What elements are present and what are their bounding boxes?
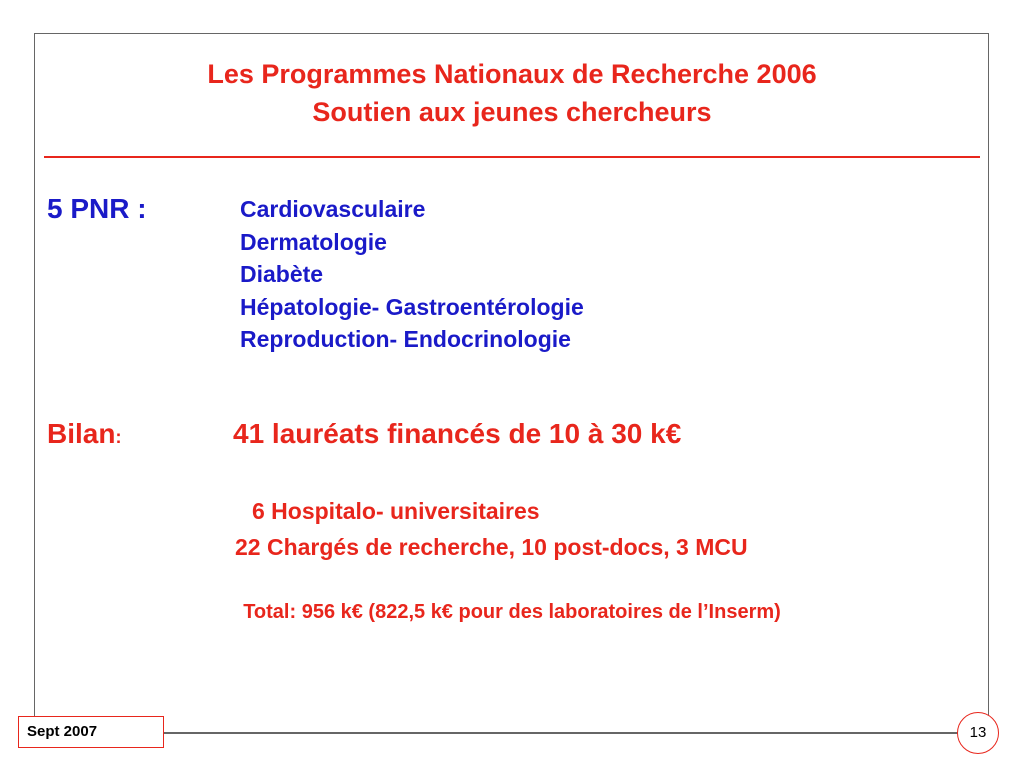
page-number: 13 — [957, 712, 999, 754]
slide-title-line2: Soutien aux jeunes chercheurs — [312, 97, 712, 127]
detail-line-2: 22 Chargés de recherche, 10 post-docs, 3 MCU — [235, 534, 748, 560]
slide-title-line1: Les Programmes Nationaux de Recherche 2006 — [207, 59, 817, 89]
bilan-value: 41 lauréats financés de 10 à 30 k€ — [233, 418, 682, 449]
list-item: Diabète — [240, 261, 324, 287]
footer-date: Sept 2007 — [18, 716, 164, 748]
title-divider — [44, 156, 980, 158]
list-item: Hépatologie- Gastroentérologie — [240, 293, 584, 320]
list-item: Cardiovasculaire — [240, 196, 426, 222]
bilan-colon: : — [115, 427, 122, 447]
list-item: Dermatologie — [240, 228, 387, 255]
pnr-list — [240, 193, 584, 356]
slide-frame — [34, 33, 989, 733]
bilan-label-text: Bilan — [47, 418, 116, 449]
pnr-label: 5 PNR : — [47, 193, 147, 224]
list-item: Reproduction- Endocrinologie — [240, 326, 571, 352]
bilan-label — [47, 418, 121, 450]
total-line: Total: 956 k€ (822,5 k€ pour des laboratoires de l’Inserm) — [243, 601, 781, 623]
footer-divider — [34, 733, 989, 734]
detail-line-1: 6 Hospitalo- universitaires — [252, 498, 540, 524]
